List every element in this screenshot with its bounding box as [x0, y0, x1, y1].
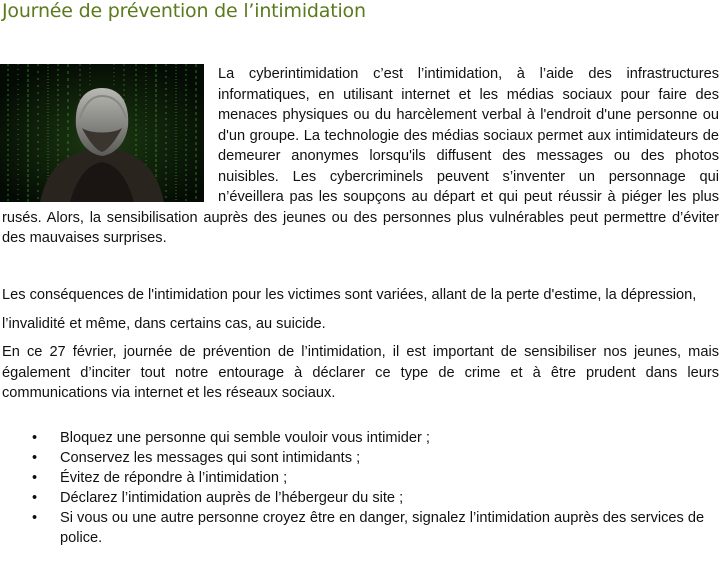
list-item: • Conservez les messages qui sont intimidants ; — [32, 450, 361, 466]
consequences-paragraph: Les conséquences de l'intimidation pour les victimes sont variées, allant de la perte d'estime, la dépression, l’invalidité et même, dans certains cas, au suicide. — [2, 287, 697, 332]
list-item: • Si vous ou une autre personne croyez être en danger, signalez l’intimidation auprès des services de police. — [32, 510, 705, 546]
awareness-paragraph: En ce 27 février, journée de prévention de l’intimidation, il est important de sensibiliser nos jeunes, mais également d’inciter tout notre entourage à déclarer ce type de crime et à être prudent dans leurs communications via internet et les réseaux sociaux. — [2, 344, 719, 401]
list-item: • Déclarez l’intimidation auprès de l’hébergeur du site ; — [32, 490, 404, 506]
intro-text: La cyberintimidation c’est l’intimidation, à l’aide des infrastructures informatiques, en utilisant internet et les médias sociaux pour faire des menaces physiques ou du harcèlement verbal à l'endroit d'une personne ou d'un groupe. La technologie des médias sociaux permet aux intimidateurs de demeurer anonymes lorsqu'ils diffusent des messages ou des photos nuisibles. Les cybercriminels peuvent s’inventer un personnage qui n’éveillera pas les soupçons au départ et qui peut réussir à piéger les plus rusés. Alors, la sensibilisation auprès des jeunes ou des personnes plus vulnérables peut permettre d’éviter des mauvaises surprises. — [2, 66, 719, 246]
list-item: • Bloquez une personne qui semble vouloir vous intimider ; — [32, 430, 430, 446]
bullet-icon: • — [32, 490, 38, 506]
hooded-person-matrix-photo — [0, 64, 204, 202]
bullet-icon: • — [32, 430, 38, 446]
bullet-icon: • — [32, 450, 38, 466]
tips-list — [0, 428, 720, 548]
bullet-icon: • — [32, 510, 38, 526]
list-item: • Évitez de répondre à l’intimidation ; — [32, 470, 288, 486]
page-title: Journée de prévention de l’intimidation — [2, 0, 366, 22]
bullet-icon: • — [32, 470, 38, 486]
intro-paragraph — [2, 64, 719, 249]
